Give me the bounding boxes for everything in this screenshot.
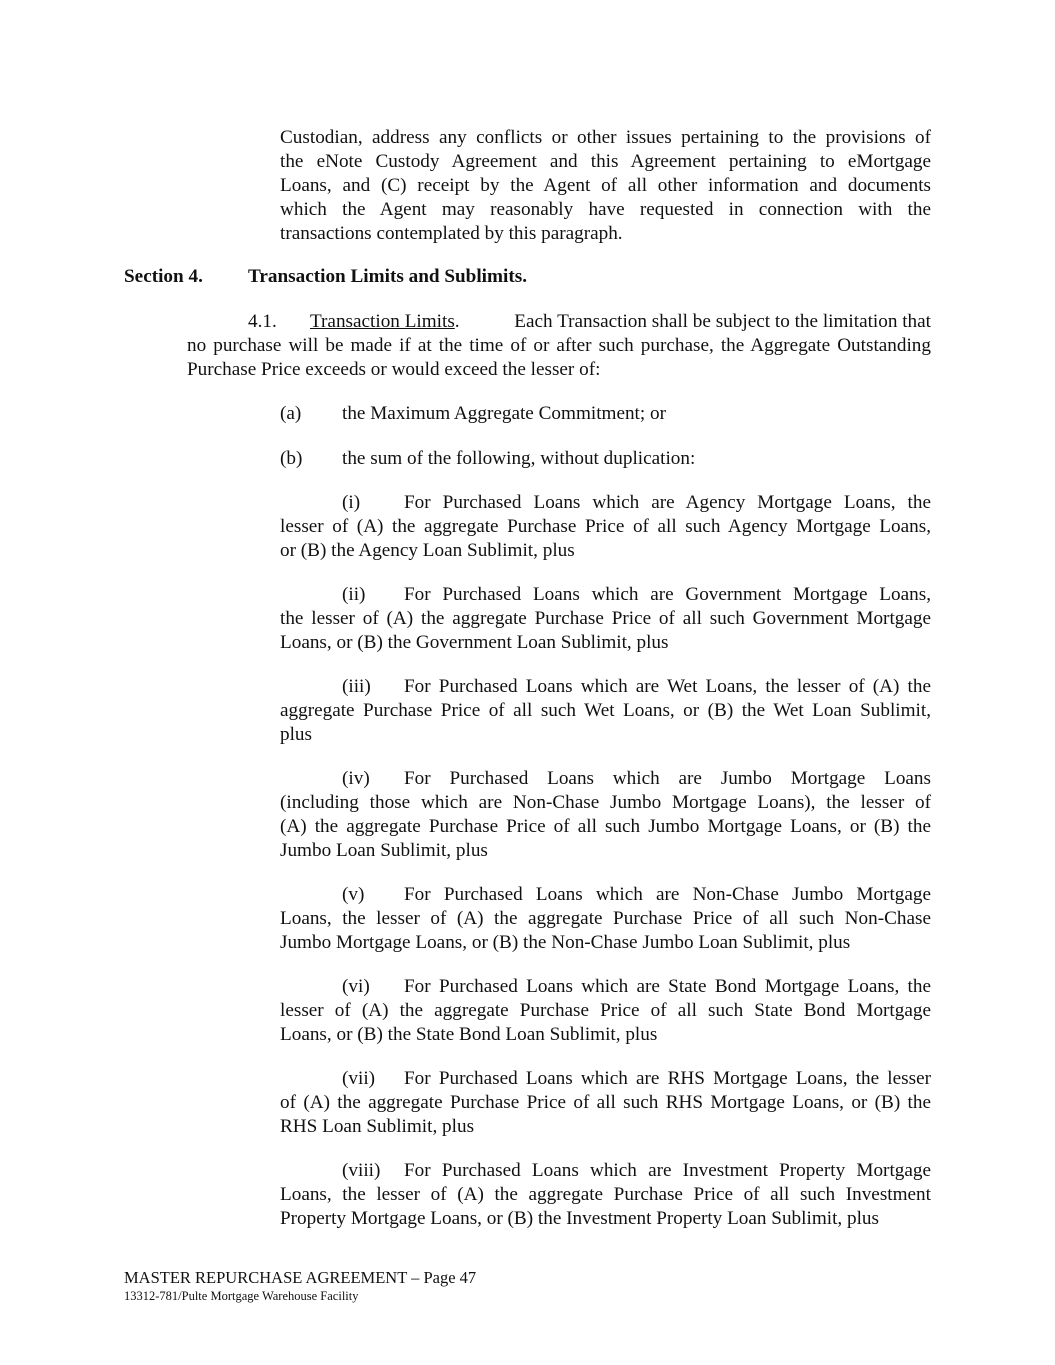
subitem-line: plus bbox=[280, 724, 312, 745]
subitem-line: For Purchased Loans which are Wet Loans, the lesser of (A) the bbox=[404, 676, 931, 697]
subsection-first-line bbox=[310, 310, 931, 334]
subitem-line: Jumbo Mortgage Loans, or (B) the Non-Chase Jumbo Loan Sublimit, plus bbox=[280, 932, 851, 953]
subsection-line: no purchase will be made if at the time of or after such purchase, the Aggregate Outstanding bbox=[187, 335, 931, 356]
item-a-text: the Maximum Aggregate Commitment; or bbox=[342, 403, 667, 424]
subitem-line: For Purchased Loans which are Government Mortgage Loans, bbox=[404, 584, 931, 605]
intro-paragraph bbox=[280, 126, 931, 246]
subitem-label: (v) bbox=[342, 884, 365, 905]
subitem-body bbox=[280, 607, 931, 655]
subitem-first-line bbox=[404, 675, 931, 699]
subitem-first-line bbox=[404, 1159, 931, 1183]
subitem-body bbox=[280, 999, 931, 1047]
subsection-heading: Transaction Limits bbox=[310, 311, 455, 332]
subitem-line: For Purchased Loans which are RHS Mortgage Loans, the lesser bbox=[404, 1068, 931, 1089]
subitem-line: Property Mortgage Loans, or (B) the Investment Property Loan Sublimit, plus bbox=[280, 1208, 879, 1229]
intro-line: which the Agent may reasonably have requested in connection with the bbox=[280, 199, 931, 220]
subitem-label: (ii) bbox=[342, 584, 366, 605]
subitem-line: Jumbo Loan Sublimit, plus bbox=[280, 840, 488, 861]
footer-title: MASTER REPURCHASE AGREEMENT – Page 47 bbox=[124, 1268, 477, 1287]
subitem-line: Loans, or (B) the State Bond Loan Sublimit, plus bbox=[280, 1024, 658, 1045]
subitem-line: For Purchased Loans which are Agency Mortgage Loans, the bbox=[404, 492, 931, 513]
section-number: Section 4. bbox=[124, 266, 203, 287]
subitem-line: the lesser of (A) the aggregate Purchase Price of all such Government Mortgage bbox=[280, 608, 931, 629]
subsection-body bbox=[187, 334, 931, 382]
subitem-first-line bbox=[404, 491, 931, 515]
subitem-line: (including those which are Non-Chase Jumbo Mortgage Loans), the lesser of bbox=[280, 792, 931, 813]
subitem-first-line bbox=[404, 583, 931, 607]
subitem-body bbox=[280, 515, 931, 563]
subitem-line: For Purchased Loans which are Investment Property Mortgage bbox=[404, 1160, 931, 1181]
subitem-body bbox=[280, 907, 931, 955]
subsection-text: Each Transaction shall be subject to the limitation that bbox=[514, 311, 931, 332]
subitem-label: (viii) bbox=[342, 1160, 381, 1181]
subsection-heading-period: . bbox=[454, 311, 460, 332]
subitem-label: (iii) bbox=[342, 676, 371, 697]
item-b-text: the sum of the following, without duplication: bbox=[342, 448, 696, 469]
subitem-first-line bbox=[404, 883, 931, 907]
intro-line: Loans, and (C) receipt by the Agent of all other information and documents bbox=[280, 175, 931, 196]
subitem-label: (iv) bbox=[342, 768, 370, 789]
subitem-label: (vi) bbox=[342, 976, 370, 997]
subitem-first-line bbox=[404, 1067, 931, 1091]
subitem-body bbox=[280, 1183, 931, 1231]
subitem-first-line bbox=[404, 767, 931, 791]
subitem-first-line bbox=[404, 975, 931, 999]
subitem-body bbox=[280, 1091, 931, 1139]
subitem-line: For Purchased Loans which are Non-Chase Jumbo Mortgage bbox=[404, 884, 931, 905]
section-title: Transaction Limits and Sublimits. bbox=[248, 266, 527, 287]
subsection-line: Purchase Price exceeds or would exceed the lesser of: bbox=[187, 359, 601, 380]
subitem-line: (A) the aggregate Purchase Price of all such Jumbo Mortgage Loans, or (B) the bbox=[280, 816, 931, 837]
footer-reference: 13312-781/Pulte Mortgage Warehouse Facility bbox=[124, 1289, 359, 1303]
subitem-line: Loans, the lesser of (A) the aggregate Purchase Price of all such Investment bbox=[280, 1184, 931, 1205]
subitem-line: lesser of (A) the aggregate Purchase Price of all such State Bond Mortgage bbox=[280, 1000, 931, 1021]
subitem-body bbox=[280, 791, 931, 863]
subitem-body bbox=[280, 699, 931, 747]
subitem-line: Loans, or (B) the Government Loan Sublimit, plus bbox=[280, 632, 669, 653]
subitem-line: Loans, the lesser of (A) the aggregate Purchase Price of all such Non-Chase bbox=[280, 908, 931, 929]
intro-line: transactions contemplated by this paragraph. bbox=[280, 223, 623, 244]
subitem-line: lesser of (A) the aggregate Purchase Price of all such Agency Mortgage Loans, bbox=[280, 516, 931, 537]
subitem-line: or (B) the Agency Loan Sublimit, plus bbox=[280, 540, 575, 561]
subitem-line: RHS Loan Sublimit, plus bbox=[280, 1116, 475, 1137]
subitem-label: (vii) bbox=[342, 1068, 376, 1089]
subitem-line: aggregate Purchase Price of all such Wet Loans, or (B) the Wet Loan Sublimit, bbox=[280, 700, 931, 721]
item-b-label: (b) bbox=[280, 448, 303, 469]
subitem-line: For Purchased Loans which are Jumbo Mortgage Loans bbox=[404, 768, 931, 789]
subsection-number: 4.1. bbox=[248, 311, 277, 332]
intro-line: Custodian, address any conflicts or other issues pertaining to the provisions of bbox=[280, 127, 931, 148]
subitem-line: For Purchased Loans which are State Bond Mortgage Loans, the bbox=[404, 976, 931, 997]
subitem-line: of (A) the aggregate Purchase Price of all such RHS Mortgage Loans, or (B) the bbox=[280, 1092, 931, 1113]
subitem-label: (i) bbox=[342, 492, 361, 513]
intro-line: the eNote Custody Agreement and this Agreement pertaining to eMortgage bbox=[280, 151, 931, 172]
item-a-label: (a) bbox=[280, 403, 302, 424]
